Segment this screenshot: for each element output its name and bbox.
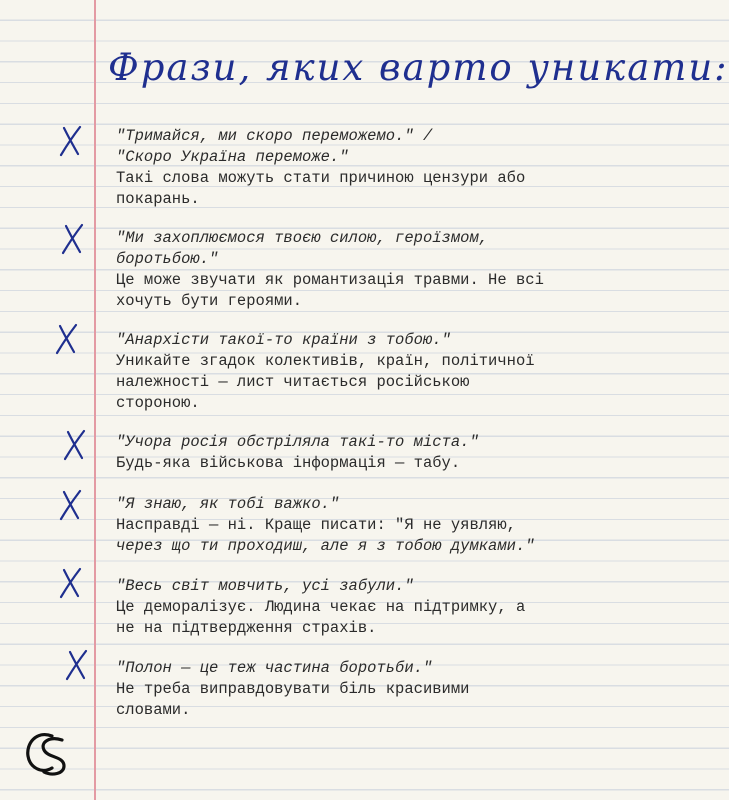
phrase-quote-line: через що ти проходиш, але я з тобою думками." [116,537,535,555]
phrase-explanation-line: Такі слова можуть стати причиною цензури або [116,169,526,187]
cs-monogram-icon [22,728,72,778]
phrase-item [116,330,626,414]
phrase-explanation-line: хочуть бути героями. [116,292,303,310]
phrase-explanation-line: Будь-яка військова інформація — табу. [116,454,461,472]
x-mark-icon [60,428,90,462]
phrase-item [116,228,626,312]
phrase-quote-line: "Ми захоплюємося твоєю силою, героїзмом, [116,229,489,247]
phrase-explanation-line: Насправді — ні. Краще писати: "Я не уявляю, [116,516,516,534]
phrase-explanation-line: Це деморалізує. Людина чекає на підтримку, а [116,598,526,616]
phrase-explanation-line: Не треба виправдовувати біль красивими [116,680,470,698]
phrase-item [116,432,626,474]
phrase-explanation-line: Уникайте згадок колективів, країн, політичної [116,352,535,370]
notebook-margin-line [94,0,96,800]
x-mark-icon [56,566,86,600]
phrase-quote-line: боротьбою." [116,250,219,268]
page-title: Фрази, яких варто уникати: [108,46,729,89]
phrase-item [116,576,626,639]
x-mark-icon [56,124,86,158]
phrase-quote-line: "Весь світ мовчить, усі забули." [116,577,414,595]
phrase-quote-line: "Анархісти такої-то країни з тобою." [116,331,451,349]
phrase-quote-line: "Полон — це теж частина боротьби." [116,659,433,677]
phrase-explanation-line: словами. [116,701,191,719]
phrase-quote-line: "Я знаю, як тобі важко." [116,495,340,513]
phrase-explanation-line: не на підтвердження страхів. [116,619,377,637]
phrase-item [116,126,626,210]
phrase-quote-line: "Учора росія обстріляла такі-то міста." [116,433,479,451]
x-mark-icon [52,322,82,356]
x-mark-icon [58,222,88,256]
phrase-quote-line: "Тримайся, ми скоро переможемо." / [116,127,433,145]
x-mark-icon [62,648,92,682]
phrase-explanation-line: належності — лист читається російською [116,373,470,391]
phrase-explanation-line: Це може звучати як романтизація травми. Не всі [116,271,544,289]
phrase-explanation-line: стороною. [116,394,200,412]
phrase-quote-line: "Скоро Україна переможе." [116,148,349,166]
phrase-explanation-line: покарань. [116,190,200,208]
x-mark-icon [56,488,86,522]
phrase-item [116,658,626,721]
phrase-item [116,494,626,557]
